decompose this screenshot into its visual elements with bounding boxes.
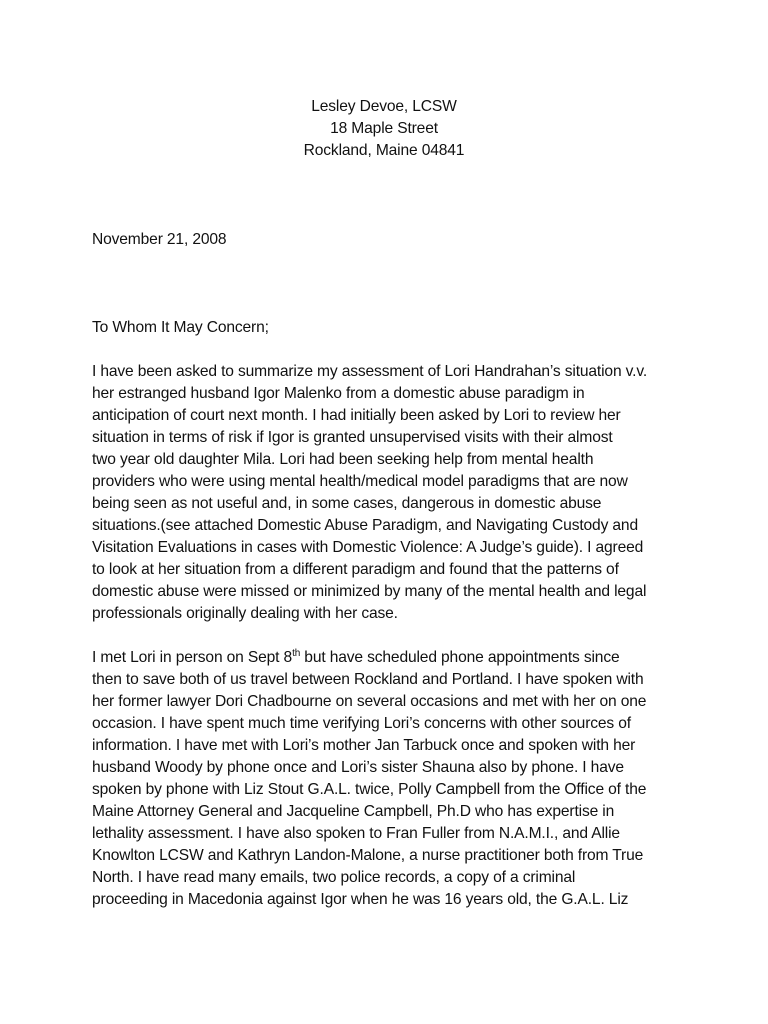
ordinal-suffix: th xyxy=(292,647,301,659)
paragraph-line: two year old daughter Mila. Lori had been seeking help from mental health xyxy=(92,451,594,468)
paragraph-line: providers who were using mental health/medical model paradigms that are now xyxy=(92,473,628,490)
paragraph-line: proceeding in Macedonia against Igor when he was 16 years old, the G.A.L. Liz xyxy=(92,891,629,908)
salutation: To Whom It May Concern; xyxy=(92,319,269,336)
author-name: Lesley Devoe, LCSW xyxy=(311,98,457,115)
letterhead xyxy=(0,96,768,162)
paragraph-1 xyxy=(92,361,712,625)
paragraph-line: professionals originally dealing with her case. xyxy=(92,605,398,622)
paragraph-line: domestic abuse were missed or minimized by many of the mental health and legal xyxy=(92,583,647,600)
paragraph-line: Maine Attorney General and Jacqueline Campbell, Ph.D who has expertise in xyxy=(92,803,615,820)
author-street: 18 Maple Street xyxy=(330,120,438,137)
paragraph-line: occasion. I have spent much time verifying Lori’s concerns with other sources of xyxy=(92,715,631,732)
paragraph-line: I have been asked to summarize my assessment of Lori Handrahan’s situation v.v. xyxy=(92,363,647,380)
paragraph-line: being seen as not useful and, in some cases, dangerous in domestic abuse xyxy=(92,495,602,512)
paragraph-line: her former lawyer Dori Chadbourne on several occasions and met with her on one xyxy=(92,693,647,710)
paragraph-line: her estranged husband Igor Malenko from a domestic abuse paradigm in xyxy=(92,385,585,402)
paragraph-line: situation in terms of risk if Igor is granted unsupervised visits with their almost xyxy=(92,429,613,446)
paragraph-line: situations.(see attached Domestic Abuse Paradigm, and Navigating Custody and xyxy=(92,517,638,534)
letter-date: November 21, 2008 xyxy=(92,231,227,248)
line-text: I met Lori in person on Sept 8 xyxy=(92,649,293,666)
line-text: but have scheduled phone appointments since xyxy=(300,649,620,666)
paragraph-line: North. I have read many emails, two police records, a copy of a criminal xyxy=(92,869,576,886)
paragraph-line: to look at her situation from a different paradigm and found that the patterns of xyxy=(92,561,619,578)
paragraph-line-first xyxy=(92,647,712,669)
paragraph-line: spoken by phone with Liz Stout G.A.L. twice, Polly Campbell from the Office of the xyxy=(92,781,647,798)
paragraph-line: lethality assessment. I have also spoken to Fran Fuller from N.A.M.I., and Allie xyxy=(92,825,620,842)
paragraph-line: then to save both of us travel between Rockland and Portland. I have spoken with xyxy=(92,671,644,688)
paragraph-line: information. I have met with Lori’s mother Jan Tarbuck once and spoken with her xyxy=(92,737,636,754)
paragraph-line: Knowlton LCSW and Kathryn Landon-Malone, a nurse practitioner both from True xyxy=(92,847,644,864)
paragraph-2 xyxy=(92,647,712,911)
paragraph-line: anticipation of court next month. I had initially been asked by Lori to review her xyxy=(92,407,621,424)
author-city: Rockland, Maine 04841 xyxy=(303,142,465,159)
paragraph-line: Visitation Evaluations in cases with Domestic Violence: A Judge’s guide). I agreed xyxy=(92,539,644,556)
paragraph-line: husband Woody by phone once and Lori’s sister Shauna also by phone. I have xyxy=(92,759,624,776)
